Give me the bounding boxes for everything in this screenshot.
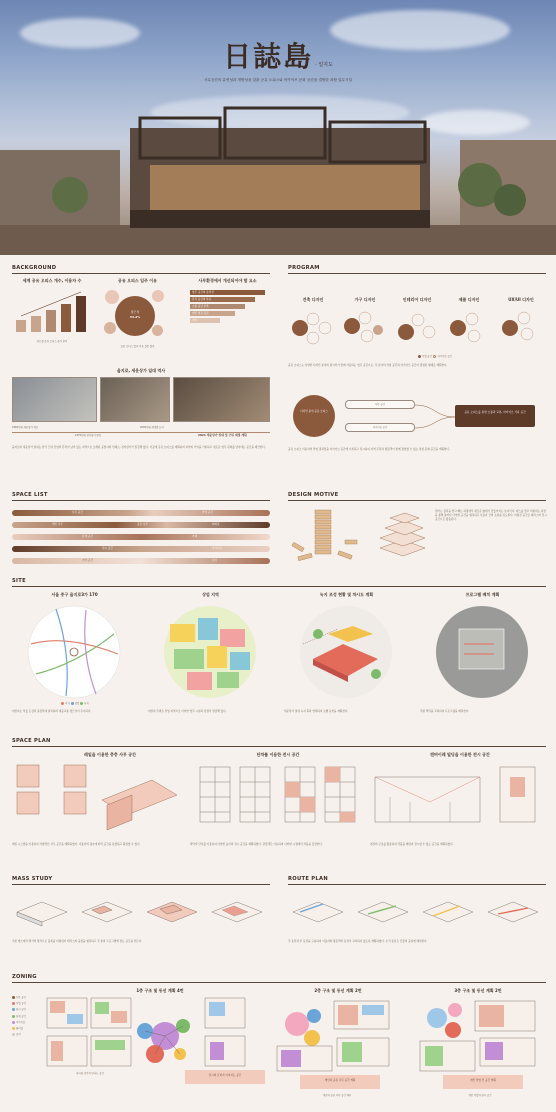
section-background-title: BACKGROUND <box>12 265 57 271</box>
reason-center-value: 34.2% <box>129 315 141 319</box>
hero-title <box>0 38 556 76</box>
site-map-title: 프로그램 배치 계획 <box>465 592 500 597</box>
zoning-title: 1층 구조 및 동선 계획 4번 <box>136 988 184 993</box>
timeline-item: 2000년대 재개발 논의 <box>140 426 164 429</box>
design-motive-body: 젠가는 블록을 쌓고 빼는 과정에서 새로운 형태가 만들어지는 놀이이다. 매스를 쌓고 비워내는 과정을 통해 층마다 다양한 공간을 형성하고 사용자 간의 소통을 유도한다. 비워진 공간은 테라스와 전시 공간으로 활용된다. <box>435 510 547 521</box>
improve-bar: 휴식 공간의 부족 <box>190 297 255 302</box>
space-list-bar: 사무 공간 작업 공간 <box>12 510 270 516</box>
site-caption: 주변 맥락을 고려하여 프로그램을 배치한다. <box>420 710 470 713</box>
improve-bar: 기타 <box>190 318 220 323</box>
program-title: 가구 디자인 <box>354 297 376 302</box>
site-map-location <box>26 604 122 700</box>
space-plan-title: 캔버이레 빌딩을 이용한 전시 공간 <box>430 752 490 757</box>
program-legend: 작업 공간 아카이브 공간 <box>395 355 475 358</box>
section-site-title: SITE <box>12 578 26 584</box>
section-route-plan-title: ROUTE PLAN <box>288 876 328 882</box>
zoning-title: 3층 구조 및 동선 계획 2번 <box>454 988 502 993</box>
program-center-label: 디자인 분야 공유 오피스 <box>300 410 328 413</box>
mass-study-body: 기본 매스에서 젠가의 방식으로 블록을 비워내어 테라스와 중정을 형성하고 각 층의 프로그램에 맞는 공간을 만든다. <box>12 940 143 943</box>
space-plan-rail <box>12 760 182 840</box>
timeline-highlight: 2021 세운상가 일대 및 근린 재생 계획 <box>198 433 247 437</box>
program-title: UX/UI 디자인 <box>508 297 534 302</box>
divider <box>12 982 546 983</box>
zoning-caption: 개인 작업과 전시 공간 <box>468 1094 492 1097</box>
hero-image <box>0 0 556 255</box>
space-plan-caption: 레일 시스템을 이용하여 가변적인 사무 공간을 계획하였다. 이용자의 필요에 따라 공간을 분할하고 확장할 수 있다. <box>12 843 141 846</box>
program-title: 건축 디자인 <box>302 297 324 302</box>
divider <box>12 273 270 274</box>
project-description: 사무공간의 유연성과 개방성을 갖춘 공유 오피스와 아카이브 문화 공간을 결합한 복합 업무시설 <box>204 78 352 82</box>
site-map-program <box>434 604 530 700</box>
space-list-bar: 기타 공간 로비 <box>12 558 270 564</box>
site-map-title: 녹지 조성 현황 및 차시도 계획 <box>319 592 374 597</box>
zoning-note: 전시와 로비가 이어지는 공간 <box>185 1070 265 1084</box>
improve-bar: 개인 업무 공간 <box>190 311 235 316</box>
chart1-caption: 연도별 공유 오피스 증가 추이 <box>36 340 68 343</box>
project-title: 日誌島 <box>223 40 314 73</box>
program-center-circle <box>293 395 335 437</box>
site-map-green <box>298 604 394 700</box>
background-body: 을지로와 세운상가 일대는 한국 근대 산업의 흔적이 남아 있는 지역으로 오래된 공업사와 인쇄소, 전자상가가 밀집해 있다. 이곳에 공유 오피스를 계획하여 지역의 기억을 기록하고 새로운 업무 문화를 담아내는 공간을 제안한다. <box>12 446 266 449</box>
zoning-caption: 개인과 공유 사무 공간 배치 <box>322 1094 352 1097</box>
office-growth-chart <box>12 288 92 338</box>
divider <box>12 500 270 501</box>
space-list-bar: 개인 사무 공유 사무 회의실 <box>12 522 270 528</box>
divider <box>12 884 270 885</box>
program-body: 공유 오피스 이용자의 작업 결과물을 아카이브 공간에 기록하고 전시하여 지역 주민과 방문객이 함께 경험할 수 있는 복합 문화 공간을 계획한다. <box>288 448 450 451</box>
photo-title: 을지로, 세운상가 일대 역사 <box>116 368 166 373</box>
zoning-diagram-2f <box>272 996 402 1076</box>
program-title: 제품 디자인 <box>458 297 480 302</box>
zoning-caption: 전시와 로비가 만나는 공간 <box>76 1072 104 1075</box>
flow-label: 사무 공간 <box>375 403 385 406</box>
reason-bubble <box>104 322 116 334</box>
site-caption: 대상지는 서울 도심의 중심부에 위치하며 대중교통 접근성이 우수하다. <box>12 710 92 713</box>
zoning-title: 2층 구조 및 동선 계획 2번 <box>314 988 362 993</box>
program-desc: 공유 오피스는 다양한 디자인 분야의 종사자가 함께 사용하는 업무 공간으로, 각 분야의 작업 공간과 아카이브 공간이 결합된 형태로 계획한다. <box>288 364 448 367</box>
flow-label: 아카이브 공간 <box>372 426 388 429</box>
chart1-title: 세계 공유 오피스 개수, 이용자 수 <box>22 278 82 283</box>
reason-center-label: 접근성 <box>130 310 140 314</box>
program-title: 인테리어 디자인 <box>402 297 432 302</box>
section-space-list-title: SPACE LIST <box>12 492 48 498</box>
site-map-title: 서울 중구 을지로3가 170 <box>51 592 98 597</box>
reason-bubble <box>152 290 164 302</box>
zoning-note: 개인과 공유 사무 공간 계획 <box>300 1075 380 1089</box>
reason-bubble <box>152 325 163 336</box>
improve-bar: 업무 공간의 유연성 <box>190 290 265 295</box>
site-caption: 대상지 주변은 상업 지역으로 다양한 업무 시설과 상점이 밀집해 있다. <box>148 710 227 713</box>
site-map-zoning <box>162 604 258 700</box>
site-map-title: 상업 지역 <box>202 592 219 597</box>
program-diagram <box>288 306 546 356</box>
reason-bubble <box>105 290 119 304</box>
zoning-diagram-3f <box>415 996 545 1076</box>
chart3-title: 사무환경에서 개선되어야 할 요소 <box>198 278 257 283</box>
section-space-plan-title: SPACE PLAN <box>12 738 51 744</box>
chart2-title: 공유 오피스 입주 이유 <box>118 278 157 283</box>
jenga-illustration <box>290 505 370 565</box>
site-caption: 세운상가 일대 녹지 축과 연계하여 보행 동선을 계획한다. <box>284 710 349 713</box>
divider <box>12 586 546 587</box>
chart2-caption: 공유 오피스 입주 이유 설문 결과 <box>120 345 155 348</box>
historic-photo <box>173 377 270 422</box>
stacked-mass-illustration <box>375 508 430 558</box>
section-design-motive-title: DESIGN MOTIVE <box>288 492 339 498</box>
space-plan-canvas <box>370 762 545 842</box>
zoning-note: 개인 작업 인 공간 계획 <box>443 1075 523 1089</box>
historic-photo <box>100 377 170 422</box>
route-plan-diagram <box>288 892 546 932</box>
divider <box>288 500 546 501</box>
divider <box>288 273 546 274</box>
zoning-legend: 사무 공간 작업 공간 전시 공간 휴게 공간 아카이브 회의실 로비 <box>12 996 42 1040</box>
divider <box>12 746 546 747</box>
section-mass-study-title: MASS STUDY <box>12 876 53 882</box>
historic-photo <box>12 377 97 422</box>
space-list-bar: 휴게 공간 카페 <box>12 534 270 540</box>
space-plan-caption: 바닥의 단차를 이용하여 다양한 높이의 전시 공간을 계획하였다. 관람객은 이동하며 다양한 시점에서 작품을 감상한다. <box>190 843 323 846</box>
space-plan-step <box>190 762 360 842</box>
site-legend: 주거 상업 녹지 <box>20 702 130 705</box>
space-plan-title: 레일을 이용한 층층 사무 공간 <box>84 752 136 757</box>
divider <box>288 884 546 885</box>
project-subtitle: · 일지도 <box>315 62 333 68</box>
space-plan-title: 단차를 이용한 전시 공간 <box>256 752 300 757</box>
space-list-bar: 전시 공간 아카이브 <box>12 546 270 552</box>
mass-study-diagram <box>12 892 270 932</box>
space-plan-caption: 천장의 구조를 활용하여 작품을 매달아 전시할 수 있는 공간을 계획하였다. <box>370 843 454 846</box>
timeline-item: 1970년대 전자상가 번성 <box>75 434 102 437</box>
improve-bar: 소통 공간 부족 <box>190 304 245 309</box>
flow-arrows <box>415 402 455 432</box>
route-plan-body: 주 동선과 부 동선을 구분하여 이용자와 방문객의 동선이 교차하지 않도록 계획하였다. 수직 동선은 건물의 중심에 배치한다. <box>288 940 428 943</box>
timeline-item: 1960년대 세운상가 착공 <box>12 426 39 429</box>
section-zoning-title: ZONING <box>12 974 37 980</box>
flow-result: 공유 오피스를 통한 소통과 교류, 아카이브 기록 공간 <box>455 405 535 427</box>
section-program-title: PROGRAM <box>288 265 320 271</box>
